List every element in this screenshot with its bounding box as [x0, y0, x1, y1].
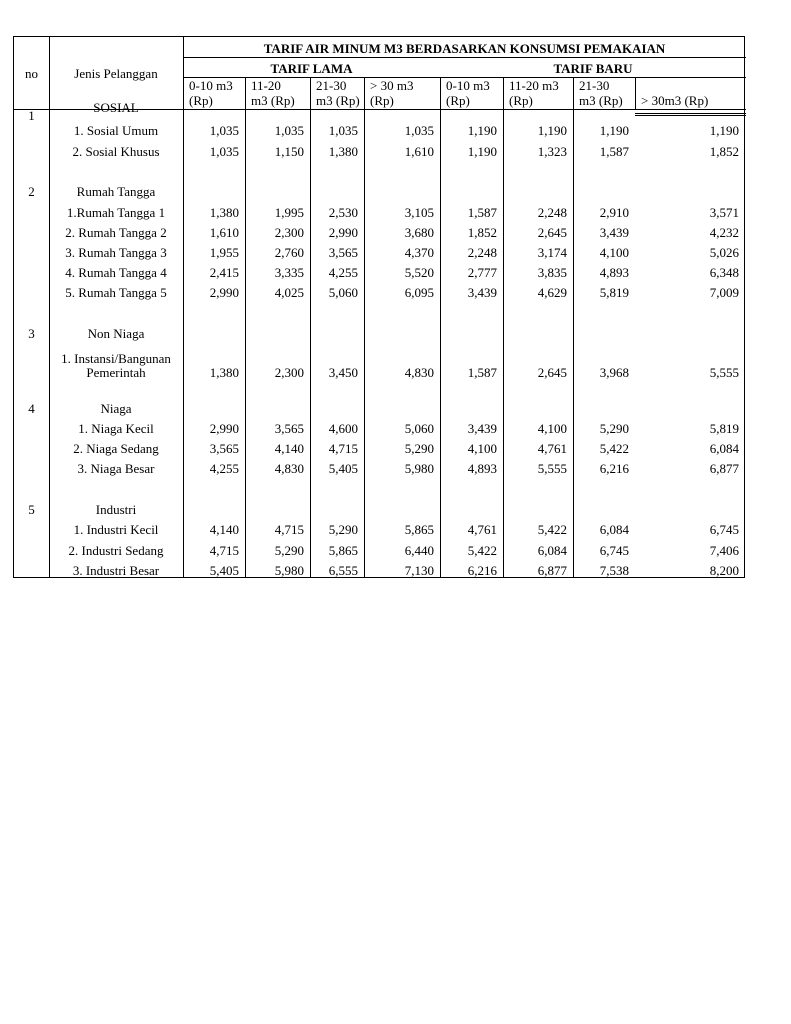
table-cell: 6,877: [709, 461, 739, 476]
column-header-2: m3 (Rp): [251, 93, 295, 108]
table-cell: 2,990: [328, 225, 358, 240]
table-cell: 4,893: [599, 265, 629, 280]
column-header-6: (Rp): [509, 93, 533, 108]
table-cell: 5,980: [404, 461, 434, 476]
row-label: 1. Sosial Umum: [73, 123, 159, 138]
table-cell: 5,555: [709, 365, 739, 380]
table-cell: 4,255: [209, 461, 239, 476]
table-cell: 5,060: [404, 421, 434, 436]
table-cell: 5,290: [404, 441, 434, 456]
table-cell: 2,645: [537, 365, 567, 380]
table-cell: 3,450: [328, 365, 358, 380]
row-label-continued: Pemerintah: [86, 365, 146, 380]
row-label: 1. Instansi/Bangunan: [61, 351, 171, 366]
table-title: TARIF AIR MINUM M3 BERDASARKAN KONSUMSI PEMAKAIAN: [263, 41, 666, 56]
column-header-7: m3 (Rp): [579, 93, 623, 108]
table-cell: 3,439: [467, 421, 497, 436]
table-cell: 3,571: [709, 205, 739, 220]
row-label: 2. Sosial Khusus: [72, 144, 160, 159]
column-header-6: 11-20 m3: [509, 78, 559, 93]
table-cell: 4,893: [467, 461, 497, 476]
table-cell: 4,370: [404, 245, 434, 260]
table-cell: 5,555: [537, 461, 567, 476]
table-cell: 1,610: [404, 144, 434, 159]
table-cell: 1,852: [467, 225, 497, 240]
row-label: 3. Industri Besar: [72, 563, 160, 578]
table-cell: 2,910: [599, 205, 629, 220]
table-cell: 3,439: [467, 285, 497, 300]
table-cell: 2,248: [467, 245, 497, 260]
table-cell: 5,520: [404, 265, 434, 280]
table-cell: 7,538: [599, 563, 629, 578]
table-cell: 1,190: [467, 144, 497, 159]
column-header-5: (Rp): [446, 93, 470, 108]
column-header-3: m3 (Rp): [316, 93, 360, 108]
column-divider: [183, 37, 184, 577]
table-cell: 6,877: [537, 563, 567, 578]
table-cell: 4,600: [328, 421, 358, 436]
table-cell: 4,761: [467, 522, 497, 537]
table-cell: 7,406: [709, 543, 739, 558]
group-number: 4: [28, 401, 35, 416]
table-cell: 4,100: [599, 245, 629, 260]
table-cell: 6,348: [709, 265, 739, 280]
table-cell: 6,084: [599, 522, 629, 537]
column-header-1: 0-10 m3: [189, 78, 233, 93]
table-cell: 3,565: [209, 441, 239, 456]
table-cell: 6,555: [328, 563, 358, 578]
header-tarif-lama: TARIF LAMA: [270, 61, 353, 76]
table-cell: 4,715: [328, 441, 358, 456]
table-cell: 1,035: [209, 123, 239, 138]
column-header-4: > 30 m3: [370, 78, 414, 93]
table-cell: 5,865: [404, 522, 434, 537]
table-cell: 1,380: [209, 365, 239, 380]
table-cell: 1,955: [209, 245, 239, 260]
table-cell: 3,565: [328, 245, 358, 260]
table-cell: 2,645: [537, 225, 567, 240]
header-jenis-pelanggan: Jenis Pelanggan: [74, 66, 158, 81]
table-cell: 6,440: [404, 543, 434, 558]
row-label: 1. Niaga Kecil: [78, 421, 154, 436]
table-cell: 2,300: [274, 225, 304, 240]
column-header-8: > 30m3 (Rp): [641, 93, 709, 108]
table-cell: 1,190: [467, 123, 497, 138]
table-cell: 5,026: [709, 245, 739, 260]
table-cell: 2,530: [328, 205, 358, 220]
table-cell: 1,610: [209, 225, 239, 240]
column-header-1: (Rp): [189, 93, 213, 108]
group-title: Industri: [95, 502, 137, 517]
group-number: 2: [28, 184, 35, 199]
table-cell: 4,140: [209, 522, 239, 537]
column-header-4: (Rp): [370, 93, 394, 108]
table-cell: 5,405: [209, 563, 239, 578]
table-cell: 1,035: [209, 144, 239, 159]
column-header-5: 0-10 m3: [446, 78, 490, 93]
row-label: 3. Rumah Tangga 3: [65, 245, 167, 260]
table-cell: 5,819: [709, 421, 739, 436]
table-cell: 1,190: [537, 123, 567, 138]
header-double-rule: [635, 113, 746, 116]
table-cell: 6,745: [599, 543, 629, 558]
table-cell: 5,405: [328, 461, 358, 476]
column-header-7: 21-30: [579, 78, 610, 93]
table-cell: 1,587: [467, 365, 497, 380]
table-cell: 2,777: [467, 265, 497, 280]
table-cell: 2,248: [537, 205, 567, 220]
row-label: 1. Industri Kecil: [73, 522, 159, 537]
header-tarif-baru: TARIF BARU: [553, 61, 633, 76]
group-number: 1: [28, 108, 35, 123]
table-cell: 4,761: [537, 441, 567, 456]
table-cell: 3,439: [599, 225, 629, 240]
row-divider: [183, 57, 746, 58]
tariff-table: [13, 36, 745, 578]
table-cell: 2,760: [274, 245, 304, 260]
table-cell: 1,190: [599, 123, 629, 138]
table-cell: 6,216: [467, 563, 497, 578]
table-cell: 6,216: [599, 461, 629, 476]
table-cell: 1,035: [404, 123, 434, 138]
table-cell: 1,035: [328, 123, 358, 138]
table-cell: 5,980: [274, 563, 304, 578]
table-cell: 4,232: [709, 225, 739, 240]
table-cell: 4,100: [537, 421, 567, 436]
group-title: SOSIAL: [93, 100, 139, 115]
table-cell: 4,715: [274, 522, 304, 537]
table-cell: 1,380: [328, 144, 358, 159]
table-cell: 6,084: [709, 441, 739, 456]
table-cell: 8,200: [709, 563, 739, 578]
table-cell: 5,865: [328, 543, 358, 558]
table-cell: 1,150: [274, 144, 304, 159]
table-cell: 1,587: [599, 144, 629, 159]
table-cell: 1,995: [274, 205, 304, 220]
group-number: 5: [28, 502, 35, 517]
table-cell: 1,380: [209, 205, 239, 220]
table-cell: 1,190: [709, 123, 739, 138]
group-title: Niaga: [100, 401, 132, 416]
header-no: no: [25, 66, 38, 81]
table-cell: 5,422: [467, 543, 497, 558]
table-cell: 3,174: [537, 245, 567, 260]
table-cell: 5,290: [328, 522, 358, 537]
table-cell: 5,060: [328, 285, 358, 300]
table-cell: 4,830: [404, 365, 434, 380]
row-label: 5. Rumah Tangga 5: [65, 285, 167, 300]
table-cell: 3,335: [274, 265, 304, 280]
table-cell: 4,629: [537, 285, 567, 300]
group-title: Non Niaga: [87, 326, 145, 341]
table-cell: 7,130: [404, 563, 434, 578]
table-cell: 7,009: [709, 285, 739, 300]
table-cell: 2,415: [209, 265, 239, 280]
table-cell: 2,990: [209, 421, 239, 436]
table-cell: 3,680: [404, 225, 434, 240]
table-cell: 5,290: [599, 421, 629, 436]
table-cell: 1,587: [467, 205, 497, 220]
table-cell: 2,300: [274, 365, 304, 380]
table-cell: 5,422: [537, 522, 567, 537]
row-label: 4. Rumah Tangga 4: [65, 265, 167, 280]
table-cell: 6,745: [709, 522, 739, 537]
column-divider: [49, 37, 50, 577]
table-cell: 5,422: [599, 441, 629, 456]
table-cell: 2,990: [209, 285, 239, 300]
table-cell: 4,140: [274, 441, 304, 456]
table-cell: 1,852: [709, 144, 739, 159]
group-number: 3: [28, 326, 35, 341]
table-cell: 3,565: [274, 421, 304, 436]
table-cell: 4,025: [274, 285, 304, 300]
table-cell: 4,100: [467, 441, 497, 456]
row-label: 2. Niaga Sedang: [73, 441, 159, 456]
table-cell: 4,715: [209, 543, 239, 558]
table-cell: 5,290: [274, 543, 304, 558]
group-title: Rumah Tangga: [76, 184, 156, 199]
table-cell: 3,105: [404, 205, 434, 220]
table-cell: 5,819: [599, 285, 629, 300]
table-cell: 3,968: [599, 365, 629, 380]
table-cell: 4,830: [274, 461, 304, 476]
table-cell: 3,835: [537, 265, 567, 280]
table-cell: 1,323: [537, 144, 567, 159]
table-cell: 6,095: [404, 285, 434, 300]
row-label: 2. Industri Sedang: [68, 543, 164, 558]
table-cell: 1,035: [274, 123, 304, 138]
table-cell: 6,084: [537, 543, 567, 558]
column-header-3: 21-30: [316, 78, 347, 93]
row-label: 3. Niaga Besar: [77, 461, 155, 476]
column-divider: [635, 77, 636, 109]
column-header-2: 11-20: [251, 78, 281, 93]
row-label: 1.Rumah Tangga 1: [66, 205, 166, 220]
row-label: 2. Rumah Tangga 2: [65, 225, 167, 240]
table-cell: 4,255: [328, 265, 358, 280]
